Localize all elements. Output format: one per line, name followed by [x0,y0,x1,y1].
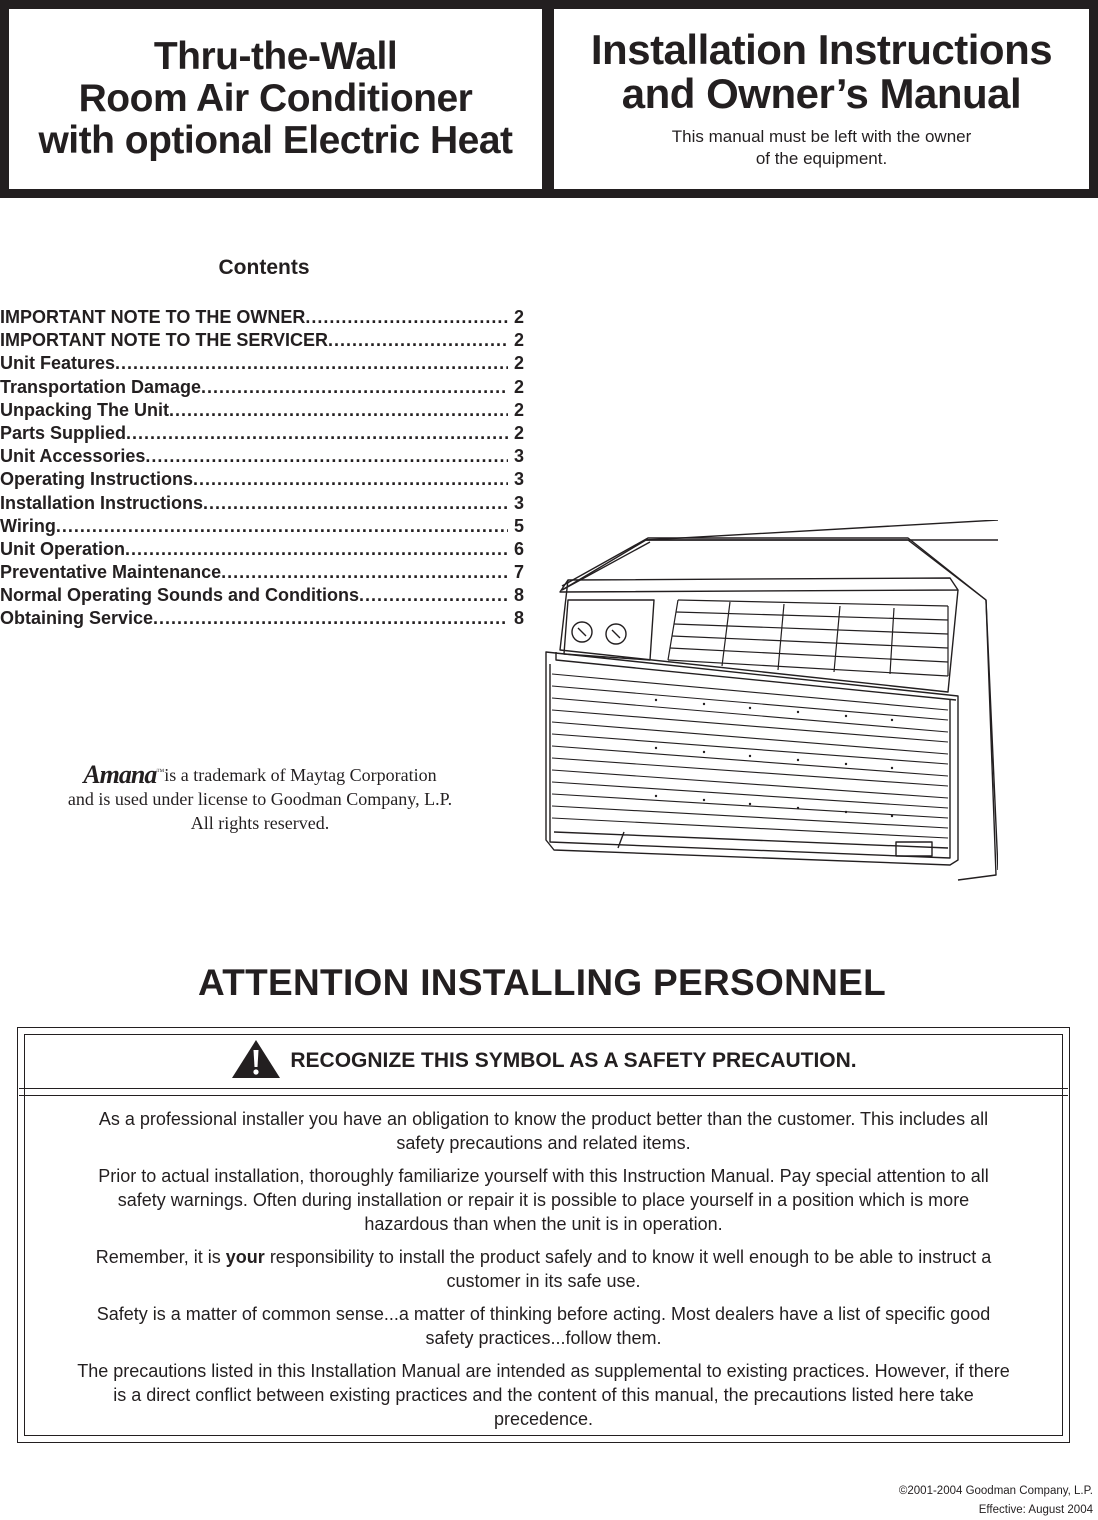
trademark-line-2: and is used under license to Goodman Company, L.P. [67,789,453,809]
toc-leader [115,353,508,374]
toc-entry-title: IMPORTANT NOTE TO THE SERVICER [0,330,329,351]
effective-date: Effective: August 2004 [978,1504,1093,1516]
toc-entry[interactable] [0,585,524,608]
toc-entry-title: Preventative Maintenance [0,562,222,583]
toc-entry-page: 5 [513,515,524,536]
product-title-line: with optional Electric Heat [38,119,513,162]
safety-text: responsibility to install the product safely and to know it well enough to be able to instruct a customer in its safe use. [264,1247,992,1291]
toc-entry-page: 2 [513,422,524,443]
warning-triangle-icon [230,1038,282,1085]
toc-entry[interactable] [0,446,524,469]
safety-paragraph: The precautions listed in this Installation Manual are intended as supplemental to existing practices. However, if there is a direct conflict between existing practices and the content of this manual, the precautions listed here take precedence. [77,1361,1010,1429]
toc-entry[interactable] [0,307,524,330]
footer [899,1482,1093,1520]
toc-entry-title: Installation Instructions [0,492,204,513]
safety-paragraph: Prior to actual installation, thoroughly familiarize yourself with this Instruction Manual. Pay special attention to all safety warnings. Often during installation or repair it is possible to place yourself in a position which is more hazardous than when the unit is in operation. [98,1166,989,1234]
toc-entry-title: Normal Operating Sounds and Conditions [0,585,360,606]
safety-text: Remember, it is [95,1247,226,1267]
air-conditioner-illustration [538,520,998,890]
toc-entry-page: 3 [513,492,524,513]
toc-entry-title: Operating Instructions [0,469,194,490]
toc-entry-title: Unit Features [0,353,116,374]
divider [19,1088,1068,1089]
manual-title-line: and Owner’s Manual [621,70,1022,117]
manual-title [591,28,1052,116]
toc-entry-page: 2 [513,376,524,397]
trademark-text: is a trademark of Maytag Corporation [164,765,437,785]
toc-leader [201,377,508,398]
manual-title-line: Installation Instructions [590,26,1053,73]
header-right-panel [547,0,1098,198]
product-title [38,36,512,162]
toc-entry[interactable] [0,353,524,376]
toc-entry-title: Transportation Damage [0,376,202,397]
toc-entry-page: 6 [513,538,524,559]
toc-entry[interactable] [0,400,524,423]
toc-entry[interactable] [0,377,524,400]
toc-entry[interactable] [0,539,524,562]
product-title-line: Room Air Conditioner [78,77,473,120]
safety-paragraph [75,1245,1012,1293]
safety-notice-box [17,1027,1070,1443]
safety-paragraphs [75,1107,1012,1440]
toc-leader [328,330,508,351]
owner-note-line: of the equipment. [755,149,888,168]
toc-entry-page: 7 [513,562,524,583]
toc-leader [359,585,508,606]
toc-entry-page: 2 [513,330,524,351]
toc-entry[interactable] [0,516,524,539]
toc-entry-title: Parts Supplied [0,422,127,443]
owner-note-line: This manual must be left with the owner [671,127,972,146]
toc-leader [125,539,508,560]
safety-paragraph: Safety is a matter of common sense...a matter of thinking before acting. Most dealers have a list of specific good safety practices...follow them. [96,1304,991,1348]
toc-leader [145,446,508,467]
toc-entry-title: Unit Accessories [0,446,146,467]
safety-paragraph: As a professional installer you have an obligation to know the product better than the customer. This includes all safety precautions and related items. [98,1109,989,1153]
toc-leader [126,423,508,444]
copyright-text: ©2001-2004 Goodman Company, L.P. [898,1485,1093,1497]
toc-entry-page: 2 [513,307,524,327]
trademark-line-1: Amana™is a trademark of Maytag Corporation [83,760,437,789]
toc-entry-page: 3 [513,469,524,490]
toc-entry[interactable] [0,608,524,631]
toc-leader [203,493,508,514]
divider [19,1095,1068,1096]
toc-entry-title: Obtaining Service [0,608,154,629]
emphasis-text: your [225,1247,265,1267]
toc-leader [169,400,508,421]
toc-leader [193,469,508,490]
toc-leader [153,608,508,629]
toc-entry-page: 8 [513,608,524,629]
owner-note [672,126,972,170]
amana-logo: Amana [83,760,157,789]
safety-symbol-text: RECOGNIZE THIS SYMBOL AS A SAFETY PRECAUTION. [290,1049,857,1072]
toc-entry[interactable] [0,562,524,585]
toc-leader [305,307,508,328]
toc-entry-title: IMPORTANT NOTE TO THE OWNER [0,307,306,327]
toc-entry-page: 2 [513,353,524,374]
product-title-line: Thru-the-Wall [153,35,398,78]
contents-heading: Contents [218,256,310,279]
toc-entry-page: 8 [513,585,524,606]
toc-entry[interactable] [0,330,524,353]
toc-entry[interactable] [0,423,524,446]
toc-entry-title: Unit Operation [0,538,125,559]
table-of-contents [0,307,524,632]
toc-entry-page: 2 [513,399,524,420]
toc-entry-page: 3 [513,446,524,467]
trademark-notice [20,760,500,835]
attention-heading: ATTENTION INSTALLING PERSONNEL [197,962,886,1003]
toc-entry-title: Wiring [0,515,56,536]
toc-entry-title: Unpacking The Unit [0,399,170,420]
safety-symbol-row [25,1041,1062,1081]
toc-leader [56,516,508,537]
toc-entry[interactable] [0,493,524,516]
toc-leader [221,562,508,583]
safety-notice-inner [24,1034,1063,1436]
header-left-panel [0,0,547,198]
trademark-line-3: All rights reserved. [190,813,330,833]
toc-entry[interactable] [0,469,524,492]
